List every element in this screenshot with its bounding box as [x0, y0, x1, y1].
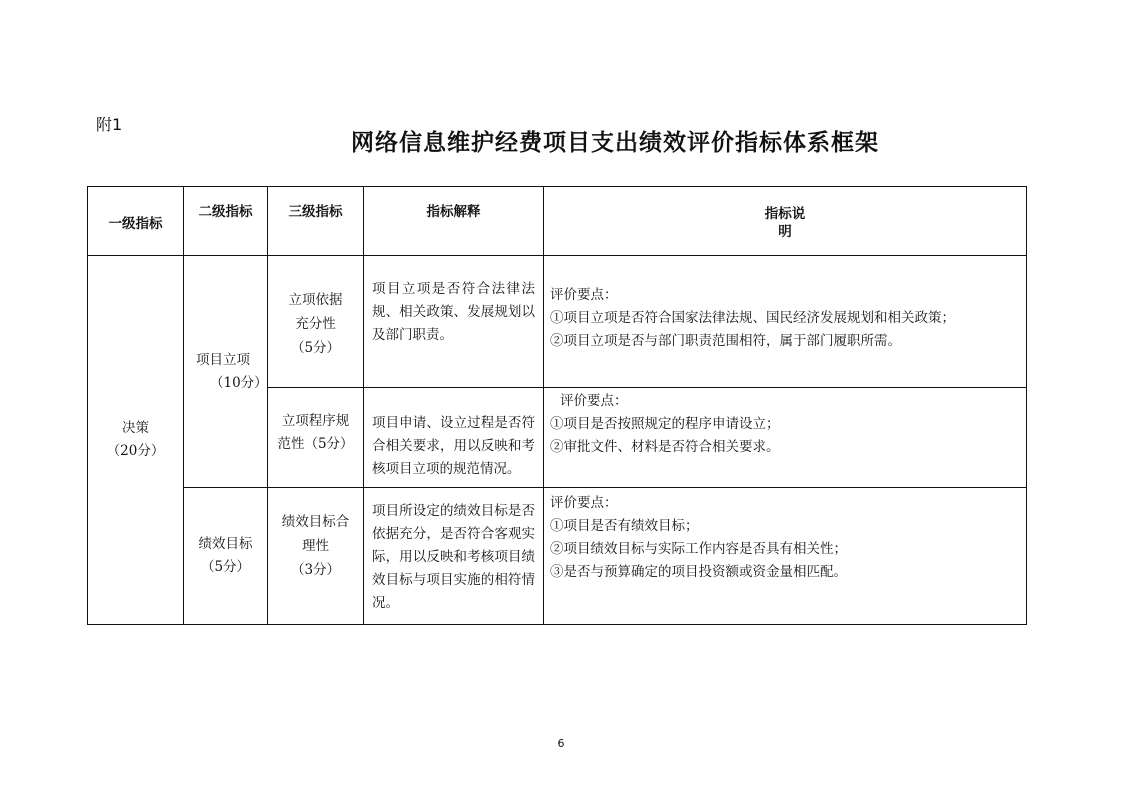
level2-cell-performance-goal — [184, 488, 268, 625]
description-line: ②项目立项是否与部门职责范围相符，属于部门履职所需。 — [550, 333, 901, 349]
level3-line: 充分性 — [295, 316, 336, 332]
header-description — [544, 187, 1027, 256]
level3-line: （5分） — [290, 340, 341, 356]
description-line: ③是否与预算确定的项目投资额或资金量相匹配。 — [550, 564, 847, 580]
level3-line: 范性（5分） — [277, 436, 354, 452]
level1-name: 决策 — [122, 420, 149, 436]
header-level1 — [88, 187, 184, 256]
header-description-line2: 明 — [778, 224, 792, 240]
level3-line: 立项依据 — [288, 292, 343, 308]
header-description-line1: 指标说 — [764, 206, 806, 222]
page-number: 6 — [557, 737, 565, 750]
level3-line: 立项程序规 — [281, 413, 350, 429]
description-cell — [544, 488, 1027, 625]
explanation-cell: 项目立项是否符合法律法规、相关政策、发展规划以及部门职责。 — [364, 256, 544, 388]
level2-name: 绩效目标 — [198, 536, 253, 552]
level2-cell-project-setup — [184, 256, 268, 488]
description-line: 评价要点： — [560, 393, 628, 409]
header-level1-text: 一级指标 — [108, 215, 163, 232]
description-cell — [544, 256, 1027, 388]
level2-name: 项目立项 — [196, 351, 250, 368]
table-header-row — [88, 187, 1027, 256]
level3-cell — [268, 256, 364, 388]
document-title: 网络信息维护经费项目支出绩效评价指标体系框架 — [351, 129, 879, 156]
table-row — [88, 256, 1027, 388]
level3-cell — [268, 488, 364, 625]
level2-score: （5分） — [200, 559, 251, 575]
explanation-cell: 项目所设定的绩效目标是否依据充分，是否符合客观实际，用以反映和考核项目绩效目标与项目实施的相符情况。 — [364, 488, 544, 625]
table-row — [88, 488, 1027, 625]
description-cell — [544, 388, 1027, 488]
level1-score: （20分） — [106, 443, 165, 459]
level3-line: 理性 — [302, 538, 329, 554]
level3-line: （3分） — [290, 562, 341, 578]
description-line: 评价要点： — [550, 495, 618, 511]
level3-line: 绩效目标合 — [281, 514, 350, 530]
header-level3 — [268, 187, 364, 256]
header-level2 — [184, 187, 268, 256]
description-line: ②审批文件、材料是否符合相关要求。 — [550, 439, 780, 455]
level1-cell — [88, 256, 184, 625]
description-line: ②项目绩效目标与实际工作内容是否具有相关性； — [550, 541, 847, 557]
level2-score: （10分） — [210, 374, 268, 391]
header-explanation-text: 指标解释 — [426, 204, 481, 220]
description-line: ①项目是否按照规定的程序申请设立； — [550, 416, 780, 432]
level3-cell — [268, 388, 364, 488]
header-level3-text: 三级指标 — [288, 204, 343, 220]
description-line: ①项目立项是否符合国家法律法规、国民经济发展规划和相关政策； — [550, 310, 955, 326]
indicator-table — [87, 186, 1027, 625]
header-level2-text: 二级指标 — [198, 204, 253, 220]
attachment-label: 附1 — [96, 115, 123, 134]
explanation-cell: 项目申请、设立过程是否符合相关要求，用以反映和考核项目立项的规范情况。 — [364, 388, 544, 488]
description-line: ①项目是否有绩效目标； — [550, 518, 699, 534]
description-line: 评价要点： — [550, 287, 618, 303]
header-explanation — [364, 187, 544, 256]
